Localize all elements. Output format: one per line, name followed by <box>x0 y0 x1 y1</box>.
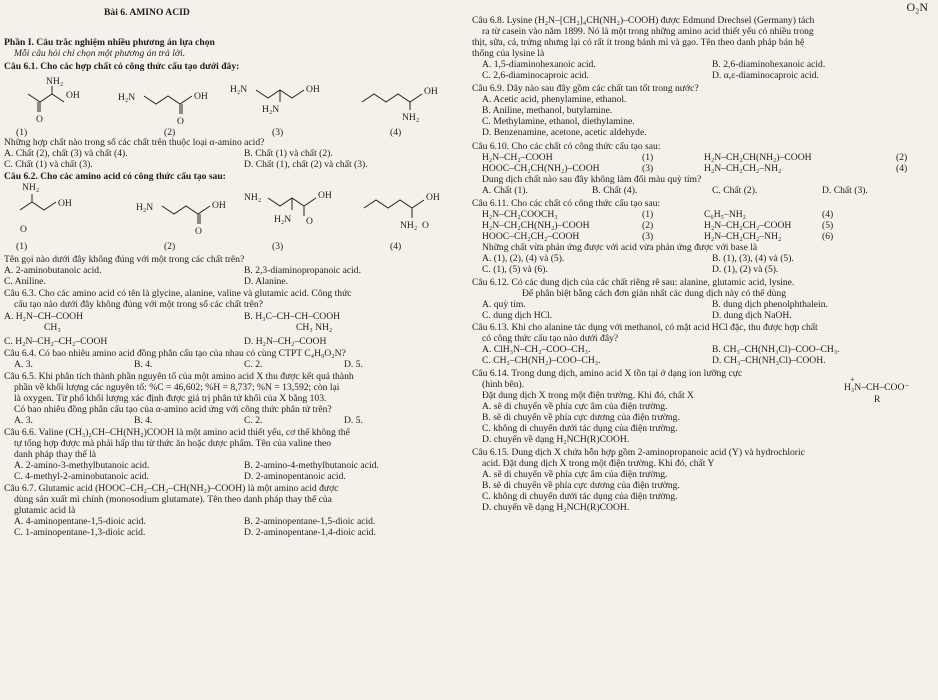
question-6-8: Câu 6.8. Lysine (H₂N–[CH₂]₄CH(NH₂)–COOH) được Edmund Drechsel (Germany) tách <box>472 15 815 26</box>
question-6-2: Câu 6.2. Cho các amino acid có công thức cấu tạo sau: <box>4 171 226 182</box>
chain-1 <box>28 94 64 102</box>
q611-opt-d: D. (1), (2) và (5). <box>712 264 779 275</box>
label-2-2: (2) <box>164 241 176 252</box>
s2-oh: OH <box>194 91 208 102</box>
q611-n3: (3) <box>642 231 654 242</box>
q65-line-2: phần về khối lượng các nguyên tố: %C = 46,602; %H = 8,737; %N = 13,592; còn lại <box>14 382 340 393</box>
section-instruction: Mỗi câu hỏi chỉ chọn một phương án trả lời. <box>14 48 186 59</box>
q67-opt-d: D. 2-aminopentane-1,4-dioic acid. <box>244 527 376 538</box>
q611-c5: H₂N–CH₂CH₂–COOH <box>704 220 792 231</box>
q611-c2: H₂N–CH₂CH(NH₂)–COOH <box>482 220 590 231</box>
q65-opt-d: D. 5. <box>344 415 363 426</box>
q68-line-3: thịt, sữa, cá, trứng nhưng lại có rất ít trong bánh mì và gạo. Tên theo danh pháp bán hệ <box>472 37 805 48</box>
q64-opt-c: C. 2. <box>244 359 263 370</box>
q611-n4: (4) <box>822 209 834 220</box>
q610-c3: HOOC–CH₂CH(NH₂)–COOH <box>482 163 600 174</box>
q613-opt-a: A. ClH₃N–CH₂–COO–CH₃. <box>482 344 591 355</box>
q62-opt-c: C. Aniline. <box>4 276 46 287</box>
q62-opt-a: A. 2-aminobutanoic acid. <box>4 265 102 276</box>
s1-o: O <box>36 114 43 125</box>
q611-c6: H₂N–CH₂CH₂–NH₂ <box>704 231 782 242</box>
s8-o: O <box>422 220 429 231</box>
zwitterion-r: R <box>874 394 881 405</box>
q63-opt-b: B. H₃C–CH–CH–COOH <box>244 311 341 322</box>
s7-h2n: H₂N <box>274 214 292 225</box>
q610-opt-d: D. Chất (3). <box>822 185 868 196</box>
q62-opt-d: D. Alanine. <box>244 276 288 287</box>
q69-opt-b: B. Aniline, methanol, butylamine. <box>482 105 613 116</box>
q65-line-4: Có bao nhiêu đồng phân cấu tạo của α-amino acid ứng với công thức phân tử trên? <box>14 404 332 415</box>
q610-c2: H₂N–CH₂CH(NH₂)–COOH <box>704 152 812 163</box>
s8-nh2: NH₂ <box>400 220 418 231</box>
label-3: (3) <box>272 127 284 138</box>
q612-opt-b: B. dung dịch phenolphthalein. <box>712 299 828 310</box>
q612-opt-c: C. dung dịch HCl. <box>482 310 553 321</box>
q611-opt-a: A. (1), (2), (4) và (5). <box>482 253 565 264</box>
s7-o: O <box>306 216 313 227</box>
q615-opt-c: C. không di chuyển dưới tác dụng của điện trường. <box>482 491 678 502</box>
question-6-14: Câu 6.14. Trong dung dịch, amino acid X tồn tại ở dạng ion lưỡng cực <box>472 368 743 379</box>
q64-opt-d: D. 5. <box>344 359 363 370</box>
q613-line-2: có công thức cấu tạo nào dưới đây? <box>482 333 619 344</box>
q613-opt-b: B. CH₃–CH(NH₃Cl)–COO–CH₃. <box>712 344 840 355</box>
s5-o: O <box>20 224 27 235</box>
zwitterion-plus: + <box>850 375 855 384</box>
q62-structures <box>14 180 454 240</box>
s5-oh: OH <box>58 198 72 209</box>
q610-n4: (4) <box>896 163 908 174</box>
question-6-7: Câu 6.7. Glutamic acid (HOOC–CH₂–CH₂–CH(NH₂)–COOH) là một amino acid được <box>4 483 339 494</box>
q611-c3: HOOC–CH₂CH₂–COOH <box>482 231 580 242</box>
q65-line-3: là oxygen. Từ phổ khối lượng xác định được giá trị phân tử khối của X bằng 103. <box>14 393 327 404</box>
q611-n6: (6) <box>822 231 834 242</box>
q63-opt-b-sub: CH₃ NH₂ <box>296 322 333 333</box>
q613-opt-c: C. CH₃–CH(NH₂)–COO–CH₃. <box>482 355 601 366</box>
question-6-3: Câu 6.3. Cho các amino acid có tên là glycine, alanine, valine và glutamic acid. Công thức <box>4 288 352 299</box>
q615-opt-a: A. sẽ di chuyển về phía cực âm của điện trường. <box>482 469 668 480</box>
q66-opt-d: D. 2-aminopentanoic acid. <box>244 471 346 482</box>
question-6-15: Câu 6.15. Dung dịch X chứa hỗn hợp gồm 2-aminopropanoic acid (Y) và hydrochloric <box>472 447 805 458</box>
q610-c1: H₂N–CH₂–COOH <box>482 152 553 163</box>
q611-opt-b: B. (1), (3), (4) và (5). <box>712 253 794 264</box>
s2-h2n: H₂N <box>118 92 136 103</box>
q67-line-2: dùng sản xuất mì chính (monosodium glutamate). Tên theo danh pháp thay thế của <box>14 494 332 505</box>
q62-question: Tên gọi nào dưới đây không đúng với một trong các chất trên? <box>4 254 245 265</box>
q68-opt-c: C. 2,6-diaminocaproic acid. <box>482 70 589 81</box>
q64-opt-b: B. 4. <box>134 359 153 370</box>
question-6-10: Câu 6.10. Cho các chất có công thức cấu tạo sau: <box>472 141 661 152</box>
s6-o: O <box>195 226 202 237</box>
s1-oh: OH <box>66 90 80 101</box>
label-2-3: (3) <box>272 241 284 252</box>
s7-nh2: NH₂ <box>244 192 262 203</box>
q611-opt-c: C. (1), (5) và (6). <box>482 264 548 275</box>
question-6-9: Câu 6.9. Dãy nào sau đây gồm các chất tan tốt trong nước? <box>472 83 699 94</box>
q66-opt-a: A. 2-amino-3-methylbutanoic acid. <box>14 460 150 471</box>
q613-opt-d: D. CH₃–CH(NH₃Cl)–COOH. <box>712 355 826 366</box>
q614-line-2: (hình bên). <box>482 379 525 390</box>
q611-n1: (1) <box>642 209 654 220</box>
s8-oh: OH <box>426 192 440 203</box>
q68-line-2: ra từ casein vào năm 1899. Nó là một trong những amino acid thiết yếu có nhiều trong <box>482 26 814 37</box>
q65-opt-a: A. 3. <box>14 415 33 426</box>
q61-opt-a: A. Chất (2), chất (3) và chất (4). <box>4 148 128 159</box>
q69-opt-a: A. Acetic acid, phenylamine, ethanol. <box>482 94 627 105</box>
q610-opt-c: C. Chất (2). <box>712 185 758 196</box>
q614-opt-d: D. chuyển về dạng H₂NCH(R)COOH. <box>482 434 630 445</box>
label-2-4: (4) <box>390 241 402 252</box>
q63-line-2: cấu tạo nào dưới đây không đúng với một trong số các chất trên? <box>14 299 263 310</box>
q62-opt-b: B. 2,3-diaminopropanoic acid. <box>244 265 361 276</box>
left-column <box>4 0 466 700</box>
s6-h2n: H₂N <box>136 202 154 213</box>
q65-opt-c: C. 2. <box>244 415 263 426</box>
s1-nh2: NH₂ <box>46 76 64 87</box>
zwitterion-formula: H₃N–CH–COO⁻ <box>844 382 910 393</box>
q61-opt-b: B. Chất (1) và chất (2). <box>244 148 333 159</box>
s6-oh: OH <box>212 200 226 211</box>
q612-opt-a: A. quỳ tím. <box>482 299 526 310</box>
q614-opt-c: C. không di chuyển dưới tác dụng của điện trường. <box>482 423 678 434</box>
q612-opt-d: D. dung dịch NaOH. <box>712 310 792 321</box>
q-6-1-text: Câu 6.1. Cho các hợp chất có công thức cấu tạo dưới đây: <box>4 61 240 72</box>
q610-opt-a: A. Chất (1). <box>482 185 528 196</box>
q610-n2: (2) <box>896 152 908 163</box>
q611-n5: (5) <box>822 220 834 231</box>
q66-opt-b: B. 2-amino-4-methylbutanoic acid. <box>244 460 379 471</box>
q69-opt-c: C. Methylamine, ethanol, diethylamine. <box>482 116 635 127</box>
q614-opt-b: B. sẽ di chuyển về phía cực dương của điện trường. <box>482 412 680 423</box>
q65-opt-b: B. 4. <box>134 415 153 426</box>
q64-opt-a: A. 3. <box>14 359 33 370</box>
q610-n1: (1) <box>642 152 654 163</box>
q69-opt-d: D. Benzenamine, acetone, acetic aldehyde. <box>482 127 647 138</box>
q68-line-4: thống của lysine là <box>472 48 545 59</box>
s3-h2n: H₂N <box>230 84 248 95</box>
q615-line-2: acid. Đặt dung dịch X trong một điện trường. Khi đó, chất Y <box>482 458 715 469</box>
q610-c4: H₂N–CH₂CH₂–NH₂ <box>704 163 782 174</box>
q66-line-3: danh pháp thay thế là <box>14 449 97 460</box>
s3-h2n-b: H₂N <box>262 104 280 115</box>
q68-opt-b: B. 2,6-diaminohexanoic acid. <box>712 59 826 70</box>
s3-oh: OH <box>306 84 320 95</box>
q68-opt-d: D. α,ε-diaminocaproic acid. <box>712 70 819 81</box>
q67-opt-b: B. 2-aminopentane-1,5-dioic acid. <box>244 516 376 527</box>
question-6-1 <box>4 61 239 72</box>
question-6-11: Câu 6.11. Cho các chất có công thức cấu tạo sau: <box>472 198 661 209</box>
q614-opt-a: A. sẽ di chuyển về phía cực âm của điện trường. <box>482 401 668 412</box>
question-6-13: Câu 6.13. Khi cho alanine tác dụng với methanol, có mặt acid HCl đặc, thu được hợp chất <box>472 322 818 333</box>
q615-opt-d: D. chuyển về dạng H₂NCH(R)COOH. <box>482 502 630 513</box>
q611-n2: (2) <box>642 220 654 231</box>
question-6-4: Câu 6.4. Có bao nhiêu amino acid đồng phân cấu tạo của nhau có cùng CTPT C₄H₉O₂N? <box>4 348 346 359</box>
q66-line-2: tự tổng hợp được mà phải hấp thu từ thức ăn hoặc dược phẩm. Tên của valine theo <box>14 438 332 449</box>
q615-opt-b: B. sẽ di chuyển về phía cực dương của điện trường. <box>482 480 680 491</box>
section-title: Phần I. Câu trắc nghiệm nhiều phương án lựa chọn <box>4 37 215 48</box>
q63-opt-c: C. H₂N–CH₂–CH₂–COOH <box>4 336 108 347</box>
q63-opt-a: A. H₂N–CH–COOH <box>4 311 84 322</box>
q67-opt-a: A. 4-aminopentane-1,5-dioic acid. <box>14 516 146 527</box>
q610-opt-b: B. Chất (4). <box>592 185 638 196</box>
q68-opt-a: A. 1,5-diaminohexanoic acid. <box>482 59 596 70</box>
page-title: Bài 6. AMINO ACID <box>104 7 190 18</box>
question-6-12: Câu 6.12. Có các dung dịch của các chất riêng rẽ sau: alanine, glutamic acid, lysine. <box>472 277 795 288</box>
q611-c1: H₂N–CH₂COOCH₃ <box>482 209 558 220</box>
s2-o: O <box>177 116 184 127</box>
q66-opt-c: C. 4-methyl-2-aminobutanoic acid. <box>14 471 149 482</box>
q614-line-3: Đặt dung dịch X trong một điện trường. Khi đó, chất X <box>482 390 694 401</box>
s5-nh2: NH₂ <box>22 182 40 193</box>
q610-question: Dung dịch chất nào sau đây không làm đổi màu quỳ tím? <box>482 174 702 185</box>
q61-structures <box>14 72 454 132</box>
corner-mark: O₂N <box>906 0 928 14</box>
question-6-6: Câu 6.6. Valine (CH₃)₂CH–CH(NH₂)COOH là một amino acid thiết yếu, cơ thể không thể <box>4 427 350 438</box>
q63-opt-a-sub: CH₃ <box>44 322 61 333</box>
s7-oh: OH <box>318 190 332 201</box>
q61-opt-c: C. Chất (1) và chất (3). <box>4 159 93 170</box>
q61-question: Những hợp chất nào trong số các chất trên thuộc loại α-amino acid? <box>4 137 265 148</box>
q611-c4: C₆H₅–NH₂ <box>704 209 747 220</box>
q67-line-3: glutamic acid là <box>14 505 76 516</box>
q63-opt-d: D. H₂N–CH₂–COOH <box>244 336 327 347</box>
s4-nh2: NH₂ <box>402 112 420 123</box>
q67-opt-c: C. 1-aminopentane-1,3-dioic acid. <box>14 527 146 538</box>
label-2: (2) <box>164 127 176 138</box>
q61-opt-d: D. Chất (1), chất (2) và chất (3). <box>244 159 368 170</box>
right-column <box>472 0 934 700</box>
q610-n3: (3) <box>642 163 654 174</box>
q612-line-2: Để phân biệt bằng cách đơn giản nhất các dung dịch này có thể dùng <box>522 288 787 299</box>
q611-question: Những chất vừa phản ứng được với acid vừa phản ứng được với base là <box>482 242 758 253</box>
s4-oh: OH <box>424 86 438 97</box>
question-6-5: Câu 6.5. Khi phân tích thành phần nguyên tố của một amino acid X thu được kết quả thành <box>4 371 354 382</box>
label-1: (1) <box>16 127 28 138</box>
label-4: (4) <box>390 127 402 138</box>
label-2-1: (1) <box>16 241 28 252</box>
